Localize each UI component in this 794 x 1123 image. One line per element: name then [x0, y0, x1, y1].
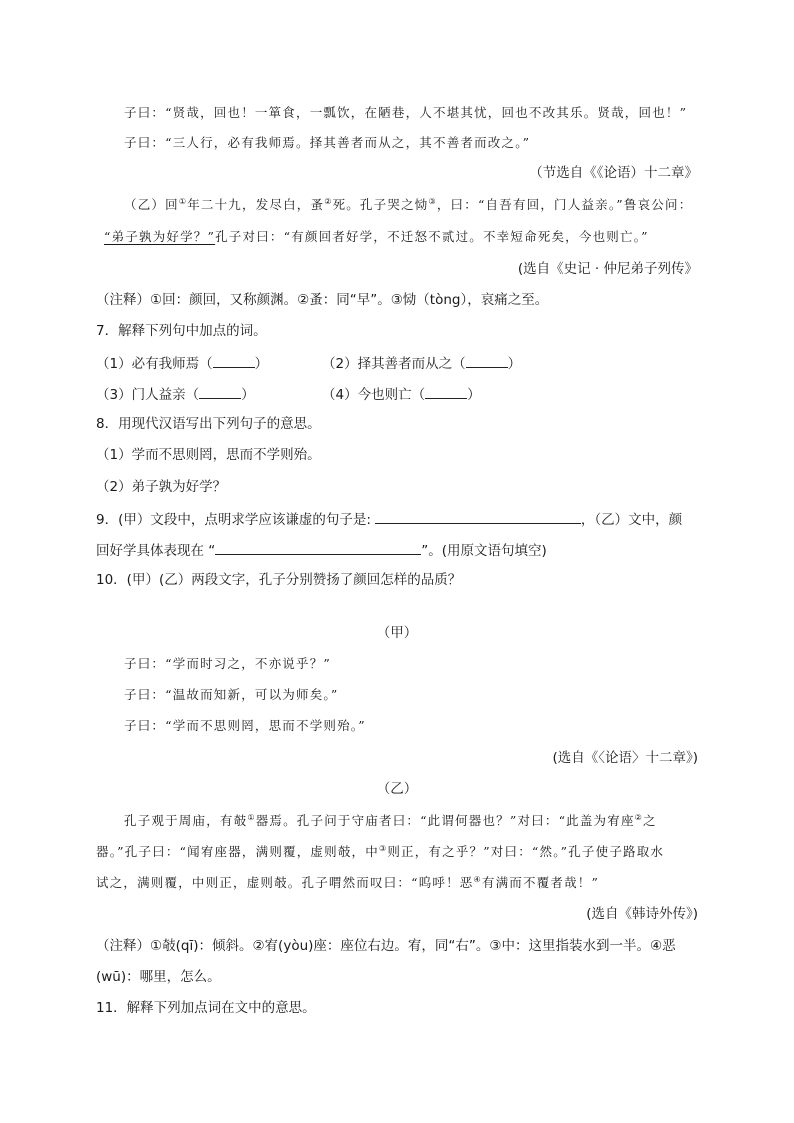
- notes-2-line-2: (wū)：哪里，怎么。: [96, 969, 221, 985]
- source-jia-2: (选自《〈论语〉十二章》): [552, 750, 698, 766]
- question-7-item-1: （1）必有我师焉（ ）: [96, 352, 268, 374]
- question-10-title: 10．(甲）(乙）两段文字，孔子分别赞扬了颜回怎样的品质？: [96, 572, 462, 588]
- answer-blank[interactable]: [425, 383, 467, 399]
- passage-2-quote-3: 子曰：“学而不思则罔，思而不学则殆。”: [124, 718, 366, 733]
- passage-2-yi-line-3: 试之，满则覆，中则正，虚则攲。孔子喟然而叹曰：“呜呼！恶④有满而不覆者哉！”: [96, 874, 600, 890]
- notes-2-line-1: （注释）①攲(qī)：倾斜。②宥(yòu)座：座位右边。宥，同“右”。③中：这里指装水到一半。④恶: [96, 938, 676, 954]
- underlined-sentence: “弟子孰为好学？”: [104, 229, 216, 244]
- notes-1: （注释）①回：颜回，又称颜渊。②蚤：同“早”。③恸（tòng），哀痛之至。: [96, 292, 549, 308]
- heading-jia: （甲）: [376, 625, 418, 641]
- source-yi: (选自《史记 · 仲尼弟子列传》: [517, 261, 698, 277]
- question-7-title: 7．解释下列句中加点的词。: [96, 323, 267, 339]
- question-8-item-2: （2）弟子孰为好学？: [96, 479, 227, 495]
- source-jia: （节选自《《论语）十二章》: [529, 165, 698, 181]
- passage-yi-line1: （乙）回①年二十九，发尽白，蚤②死。孔子哭之恸③，曰：“自吾有回，门人益亲。”鲁哀公问：: [124, 196, 693, 212]
- passage-2-quote-2: 子曰：“温故而知新，可以为师矣。”: [124, 687, 339, 702]
- question-8-title: 8．用现代汉语写出下列句子的意思。: [96, 416, 321, 432]
- question-11-title: 11．解释下列加点词在文中的意思。: [96, 1000, 316, 1016]
- heading-yi: （乙）: [376, 781, 418, 797]
- passage-yi-line2: “弟子孰为好学？”孔子对曰：“有颜回者好学，不迁怒不贰过。不幸短命死矣，今也则亡。”: [104, 229, 649, 244]
- passage-quote-sanren: 子曰：“三人行，必有我师焉。择其善者而从之，其不善者而改之。”: [124, 135, 531, 150]
- answer-blank[interactable]: [215, 539, 421, 555]
- question-7-item-4: （4）今也则亡（ ）: [322, 383, 481, 405]
- passage-2-quote-1: 子曰：“学而时习之，不亦说乎？”: [124, 656, 331, 671]
- passage-2-yi-line-1: 孔子观于周庙，有攲①器焉。孔子问于守庙者曰：“此谓何器也？”对曰：“此盖为宥座②之: [124, 812, 657, 828]
- question-7-item-2: （2）择其善者而从之（ ）: [322, 352, 521, 374]
- passage-2-yi-line-2: 器。”孔子曰：“闻宥座器，满则覆，虚则攲，中③则正，有之乎？”对曰：“然。”孔子使子路取水: [96, 843, 665, 859]
- passage-quote-hui: 子曰：“贤哉，回也！一箪食，一瓢饮，在陋巷，人不堪其忧，回也不改其乐。贤哉，回也！”: [124, 105, 688, 120]
- answer-blank[interactable]: [375, 508, 581, 524]
- answer-blank[interactable]: [466, 352, 508, 368]
- question-8-item-1: （1）学而不思则罔，思而不学则殆。: [96, 447, 321, 463]
- question-7-item-3: （3）门人益亲（ ）: [96, 383, 255, 405]
- question-9-line-1: 9．(甲）文段中，点明求学应该谦虚的句子是: ，（乙）文中，颜: [96, 508, 682, 530]
- source-yi-2: (选自《韩诗外传》): [586, 906, 698, 922]
- question-9-line-2: 回好学具体表现在 “ ”。(用原文语句填空): [96, 539, 547, 561]
- answer-blank[interactable]: [213, 352, 255, 368]
- answer-blank[interactable]: [199, 383, 241, 399]
